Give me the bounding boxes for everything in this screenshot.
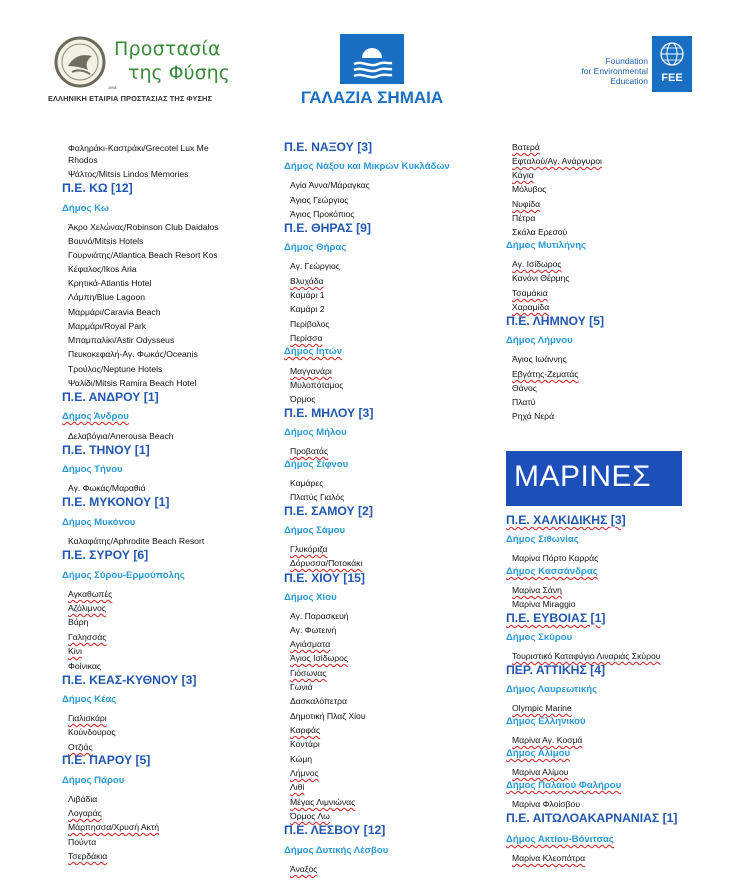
list-item: Εβγάτης-Ζεματάς xyxy=(512,369,579,379)
list-item: Οτζιάς xyxy=(68,742,93,752)
municipality-heading: Δήμος Λήμνου xyxy=(506,335,573,346)
seal-emblem-icon xyxy=(54,36,106,88)
list-item: Άναξος xyxy=(290,864,318,874)
section-heading: Π.Ε. ΑΙΤΩΛΟΑΚΑΡΝΑΝΙΑΣ [1] xyxy=(506,811,678,825)
municipality-heading: Δήμος Παλαιού Φαλήρου xyxy=(506,780,622,791)
list-item: Δημοτική Πλαζ Χίου xyxy=(290,711,366,721)
list-item: Κρητικά-Atlantis Hotel xyxy=(68,278,152,288)
list-item: Κάγια xyxy=(512,170,534,180)
marines-banner xyxy=(506,451,682,506)
list-item: Γιαλισκάρι xyxy=(68,713,107,723)
list-item: Μαρίνα Miraggio xyxy=(512,599,576,609)
fee-badge xyxy=(652,36,692,92)
list-item: Μόλυβος xyxy=(512,184,547,194)
list-item: Πευκοκεφαλή-Αγ. Φωκάς/Oceanis xyxy=(68,349,198,359)
list-item: Άγιος Ισίδωρος xyxy=(290,653,348,663)
list-item: Άγιος Προκόπιος xyxy=(290,209,355,219)
municipality-heading: Δήμος Πάρου xyxy=(62,775,125,786)
list-item: Φαληράκι-Καστράκι/Grecotel Lux Me xyxy=(68,143,209,153)
section-heading: Π.Ε. ΛΗΜΝΟΥ [5] xyxy=(506,314,605,328)
list-item: Δελαβόγια/Anerousa Beach xyxy=(68,431,174,441)
list-item: Αγ. Παρασκευή xyxy=(290,611,349,621)
list-item: Γιόσωνας xyxy=(290,668,327,678)
protasia-title-line2: της Φύσης xyxy=(128,62,230,84)
list-item: Βάρη xyxy=(68,617,89,627)
list-item: Μέγας Λιμνιώνας xyxy=(290,797,356,807)
list-item: Τσερδάκια xyxy=(68,851,108,861)
municipality-heading: Δήμος Λαυρεωτικής xyxy=(506,684,598,695)
list-item: Περίσσα xyxy=(290,333,323,343)
list-item: Αγ. Γεώργιος xyxy=(290,261,340,271)
list-item: Μαρμάρι/Royal Park xyxy=(68,321,147,331)
list-item: Λιθί xyxy=(290,782,305,792)
protasia-year: 1951 xyxy=(108,85,117,90)
list-item: Άγιος Ιωάννης xyxy=(512,354,567,364)
list-item: Γλυκόριζα xyxy=(290,544,328,554)
municipality-heading: Δήμος Τήνου xyxy=(62,464,123,475)
list-item: Βατερά xyxy=(512,142,540,152)
section-heading: Π.Ε. ΜΥΚΟΝΟΥ [1] xyxy=(62,495,170,509)
list-item: Καμάρι 2 xyxy=(290,304,325,314)
fee-line-3: Education xyxy=(610,76,648,86)
municipality-heading: Δήμος Σκύρου xyxy=(506,632,573,643)
municipality-heading: Δήμος Μήλου xyxy=(284,427,347,438)
section-heading: Π.Ε. ΛΕΣΒΟΥ [12] xyxy=(284,823,386,837)
list-item: Καρφάς xyxy=(290,725,321,735)
list-item: Λάμπη/Blue Lagoon xyxy=(68,292,146,302)
section-heading: ΠΕΡ. ΑΤΤΙΚΗΣ [4] xyxy=(506,663,606,677)
section-heading: Π.Ε. ΣΑΜΟΥ [2] xyxy=(284,504,373,518)
list-item: Όρμος xyxy=(290,394,316,404)
section-heading: Π.Ε. ΧΙΟΥ [15] xyxy=(284,571,365,585)
list-item: Καλαφάτης/Aphrodite Beach Resort xyxy=(68,536,205,546)
municipality-heading: Δήμος Κω xyxy=(62,203,109,214)
list-item: Σκάλα Ερεσού xyxy=(512,227,568,237)
list-item: Τσαμάκια xyxy=(512,288,548,298)
fee-line-1: Foundation xyxy=(605,56,648,66)
list-item: Γαλησσάς xyxy=(68,632,107,642)
list-item: Αγ. Ισίδωρος xyxy=(512,259,562,269)
municipality-heading: Δήμος Νάξου και Μικρών Κυκλάδων xyxy=(284,161,450,172)
list-item: Καμάρες xyxy=(290,478,324,488)
section-heading: Π.Ε. ΘΗΡΑΣ [9] xyxy=(284,221,371,235)
list-item: Γωνιά xyxy=(290,682,313,692)
municipality-heading: Δήμος Χίου xyxy=(284,592,337,603)
list-item: Ψάλτος/Mitsis Lindos Memories xyxy=(68,169,189,179)
list-item: Άκρο Χελώνας/Robinson Club Daidalos xyxy=(68,222,219,232)
list-item: Λογαράς xyxy=(68,808,102,818)
fee-line-2: for Environmental xyxy=(581,66,648,76)
protasia-subtitle: ΕΛΛΗΝΙΚΗ ΕΤΑΙΡΙΑ ΠΡΟΣΤΑΣΙΑΣ ΤΗΣ ΦΥΣΗΣ xyxy=(48,94,213,103)
list-item: Μαρίνα Πόρτο Καρράς xyxy=(512,553,599,563)
municipality-heading: Δήμος Άνδρου xyxy=(62,411,129,422)
list-item: Τουριστικό Καταφύγιο Λιναριάς Σκύρου xyxy=(512,651,661,661)
section-heading: Π.Ε. ΧΑΛΚΙΔΙΚΗΣ [3] xyxy=(506,513,626,527)
municipality-heading: Δήμος Αλίμου xyxy=(506,748,571,759)
list-item: Μαρίνα Αγ. Κοσμά xyxy=(512,735,583,745)
section-heading: Π.Ε. ΣΥΡΟΥ [6] xyxy=(62,548,149,562)
protasia-fysis-logo xyxy=(48,28,228,108)
protasia-title-line1: Προστασία xyxy=(114,38,221,60)
municipality-heading: Δήμος Μυτιλήνης xyxy=(506,240,587,251)
list-item: Βουνό/Mitsis Hotels xyxy=(68,236,144,246)
list-item: Δόρυσσα/Ποτοκάκι xyxy=(290,558,363,568)
list-item: Ρηχά Νερά xyxy=(512,411,555,421)
fee-badge-label: FEE xyxy=(661,72,683,84)
blue-flag-title: ΓΑΛΑΖΙΑ ΣΗΜΑΙΑ xyxy=(300,88,444,107)
municipality-heading: Δήμος Σάμου xyxy=(284,525,346,536)
list-item: Olympic Marine xyxy=(512,703,572,713)
list-item: Φοίνικας xyxy=(68,661,102,671)
list-item: Άγιος Γεώργιος xyxy=(290,195,349,205)
section-heading: Π.Ε. ΑΝΔΡΟΥ [1] xyxy=(62,390,159,404)
municipality-heading: Δήμος Ακτίου-Βόνιτσας xyxy=(506,834,614,845)
list-item: Λήμνος xyxy=(290,768,319,778)
list-item: Καμάρι 1 xyxy=(290,290,325,300)
municipality-heading: Δήμος Κασσάνδρας xyxy=(506,566,598,577)
list-item: Τρούλος/Neptune Hotels xyxy=(68,364,163,374)
list-item: Κούνδουρος xyxy=(68,727,116,737)
list-item: Ψαλίδι/Mitsis Ramira Beach Hotel xyxy=(68,378,197,388)
list-item: Δασκαλόπετρα xyxy=(290,696,348,706)
list-item: Πλατύς Γιαλός xyxy=(290,492,345,502)
list-item: Κοντάρι xyxy=(290,739,320,749)
municipality-heading: Δήμος Κέας xyxy=(62,694,117,705)
municipality-heading: Δήμος Θήρας xyxy=(284,242,347,253)
list-item: Πούντα xyxy=(68,837,97,847)
list-item: Λιβάδια xyxy=(68,794,98,804)
page-header xyxy=(0,0,738,120)
section-heading: Π.Ε. ΚΕΑΣ-ΚΥΘΝΟΥ [3] xyxy=(62,673,197,687)
list-item: Γουρνιάτης/Atlantica Beach Resort Kos xyxy=(68,250,218,260)
section-heading: Π.Ε. ΚΩ [12] xyxy=(62,181,133,195)
list-item: Αζόλιμνος xyxy=(68,603,106,613)
municipality-heading: Δήμος Δυτικής Λέσβου xyxy=(284,845,389,856)
list-item: Πέτρα xyxy=(512,213,536,223)
blue-flag-logo xyxy=(296,34,448,110)
list-item: Βλυχάδα xyxy=(290,276,324,286)
marines-title: ΜΑΡΙΝΕΣ xyxy=(514,460,652,493)
list-item: Προβατάς xyxy=(290,446,329,456)
list-item: Κίνι xyxy=(68,646,82,656)
list-item: Αγ. Φωκάς/Μαραθιά xyxy=(68,483,146,493)
municipality-heading: Δήμος Σιθωνίας xyxy=(506,534,579,545)
list-item: Θάνος xyxy=(512,383,537,393)
list-item: Κέφαλος/Ikos Aria xyxy=(68,264,137,274)
list-item: Εφταλού/Αγ. Ανάργυροι xyxy=(512,156,602,166)
municipality-heading: Δήμος Σύρου-Ερμούπολης xyxy=(62,570,185,581)
municipality-heading: Δήμος Μυκόνου xyxy=(62,517,136,528)
list-item: Μαρίνα Αλίμου xyxy=(512,767,569,777)
municipality-heading: Δήμος Ελληνικού xyxy=(506,716,586,727)
list-item: Κανόνι Θέρμης xyxy=(512,273,570,283)
section-heading: Π.Ε. ΝΑΞΟΥ [3] xyxy=(284,140,373,154)
blue-flag-icon xyxy=(340,34,404,84)
list-item: Περίβολος xyxy=(290,319,330,329)
list-item: Αγιάσματα xyxy=(290,639,331,649)
municipality-heading: Δήμος Σίφνου xyxy=(284,459,349,470)
list-item: Κώμη xyxy=(290,754,313,764)
list-item: Αγκαθωπές xyxy=(68,589,113,599)
section-heading: Π.Ε. ΠΑΡΟΥ [5] xyxy=(62,753,151,767)
list-item: Rhodos xyxy=(68,155,98,165)
section-heading: Π.Ε. ΤΗΝΟΥ [1] xyxy=(62,443,150,457)
list-item: Μαρίνα Κλεοπάτρα xyxy=(512,853,586,863)
list-item: Χαραμίδα xyxy=(512,302,550,312)
list-item: Αγία Άννα/Μάραγκας xyxy=(290,180,370,190)
municipality-heading: Δήμος Ιητών xyxy=(284,346,343,357)
list-item: Μπαμπαλίκι/Astir Odysseus xyxy=(68,335,175,345)
list-item: Μαρίνα Φλοίσβου xyxy=(512,799,581,809)
fee-organization-name xyxy=(581,56,648,86)
list-item: Μάρπησσα/Χρυσή Ακτή xyxy=(68,822,160,832)
list-item: Μαρμάρι/Caravia Beach xyxy=(68,307,161,317)
fee-logo xyxy=(572,36,692,92)
list-item: Αγ. Φωτεινή xyxy=(290,625,337,635)
section-heading: Π.Ε. ΕΥΒΟΙΑΣ [1] xyxy=(506,611,606,625)
list-item: Όρμος Λω xyxy=(290,811,330,821)
list-item: Μυλοπόταμος xyxy=(290,380,344,390)
list-item: Νυφίδα xyxy=(512,199,541,209)
list-item: Μαρίνα Σάνη xyxy=(512,585,562,595)
list-item: Πλατύ xyxy=(512,397,536,407)
list-item: Μαγγανάρι xyxy=(290,366,332,376)
section-heading: Π.Ε. ΜΗΛΟΥ [3] xyxy=(284,406,374,420)
